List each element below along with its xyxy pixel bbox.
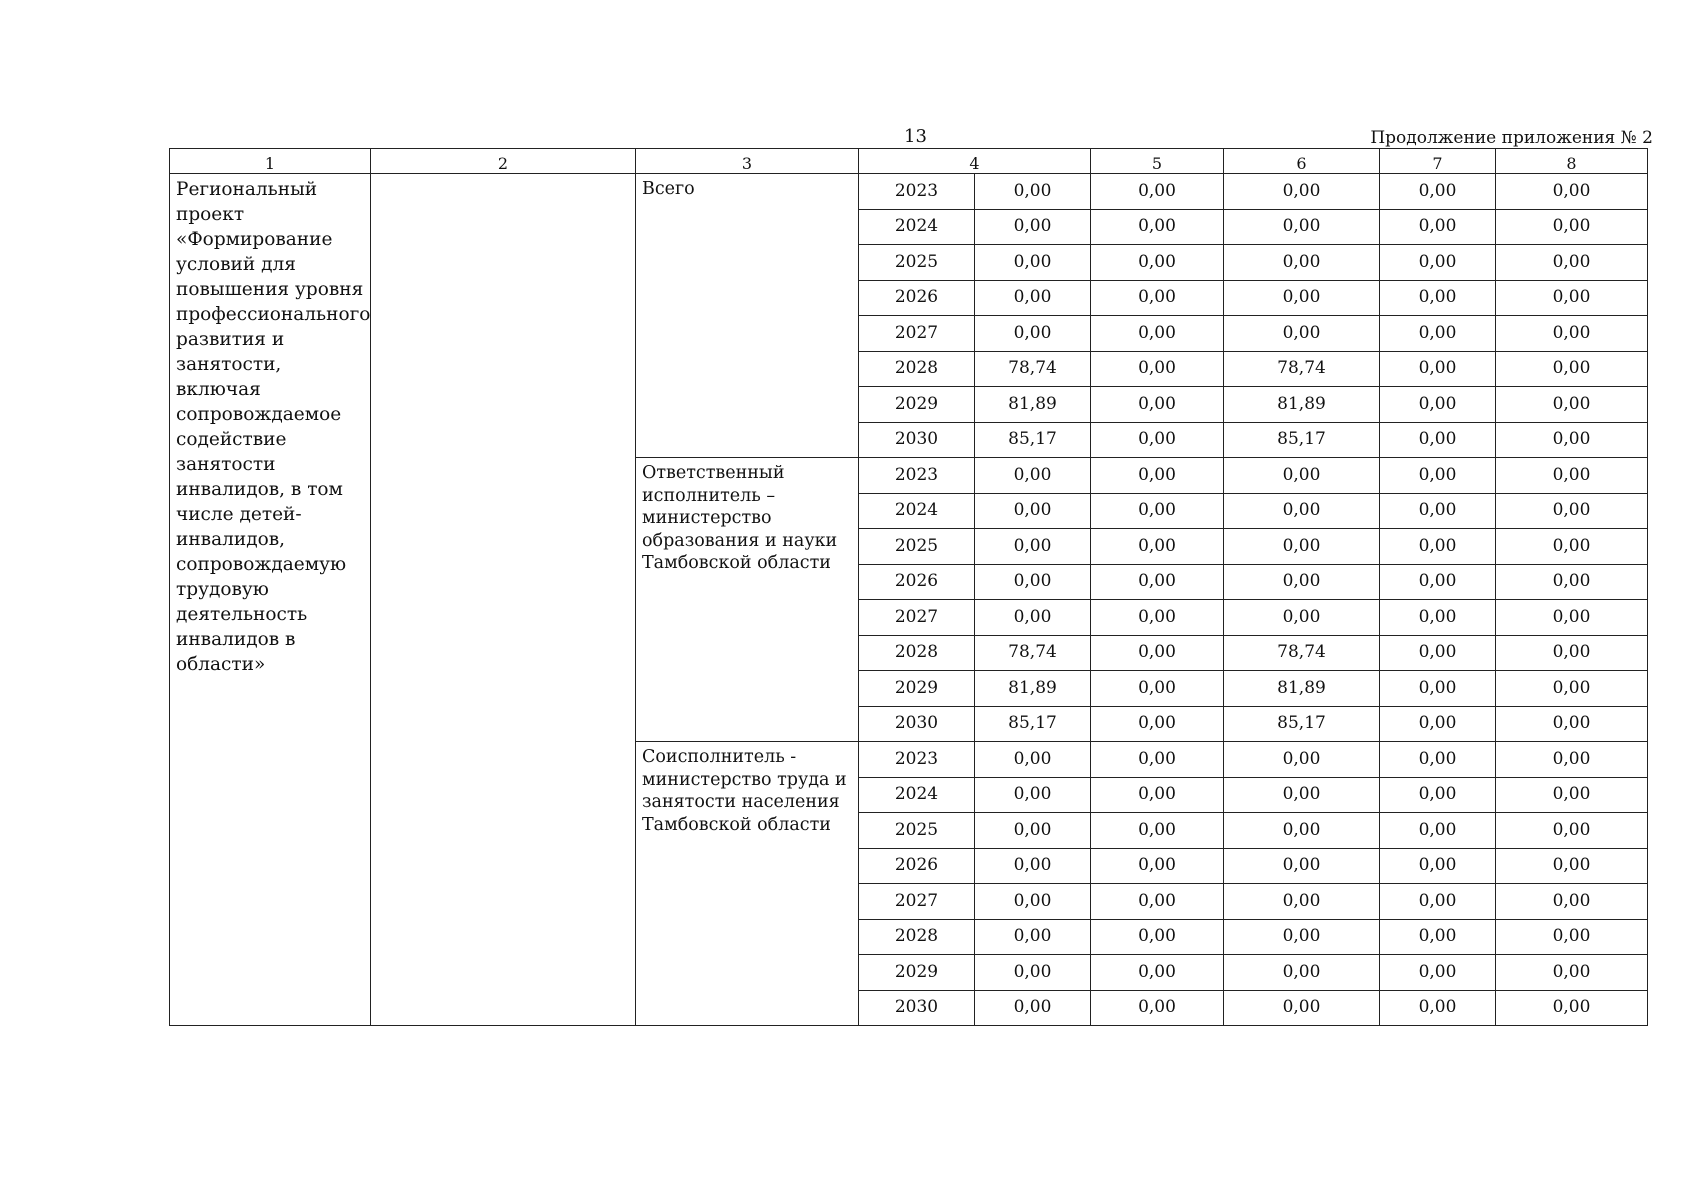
value-cell-col7: 0,00 (1380, 848, 1496, 884)
year-cell: 2029 (859, 671, 975, 707)
value-cell-col4: 0,00 (975, 280, 1091, 316)
value-cell-col4: 0,00 (975, 529, 1091, 565)
value-cell-col8: 0,00 (1496, 245, 1648, 281)
value-cell-col4: 0,00 (975, 919, 1091, 955)
year-cell: 2028 (859, 351, 975, 387)
value-cell-col5: 0,00 (1091, 919, 1224, 955)
value-cell-col5: 0,00 (1091, 848, 1224, 884)
value-cell-col5: 0,00 (1091, 387, 1224, 423)
value-cell-col7: 0,00 (1380, 493, 1496, 529)
year-cell: 2029 (859, 387, 975, 423)
value-cell-col6: 0,00 (1224, 280, 1380, 316)
value-cell-col8: 0,00 (1496, 777, 1648, 813)
value-cell-col7: 0,00 (1380, 209, 1496, 245)
year-cell: 2030 (859, 706, 975, 742)
year-cell: 2027 (859, 884, 975, 920)
value-cell-col4: 81,89 (975, 671, 1091, 707)
value-cell-col4: 0,00 (975, 742, 1091, 778)
value-cell-col5: 0,00 (1091, 813, 1224, 849)
value-cell-col7: 0,00 (1380, 813, 1496, 849)
value-cell-col8: 0,00 (1496, 919, 1648, 955)
value-cell-col4: 0,00 (975, 777, 1091, 813)
group-name-cell: Соисполнитель - министерство труда и занятости населения Тамбовской области (636, 742, 859, 1026)
value-cell-col5: 0,00 (1091, 280, 1224, 316)
value-cell-col8: 0,00 (1496, 564, 1648, 600)
value-cell-col8: 0,00 (1496, 848, 1648, 884)
year-cell: 2024 (859, 493, 975, 529)
year-cell: 2024 (859, 209, 975, 245)
value-cell-col5: 0,00 (1091, 884, 1224, 920)
value-cell-col7: 0,00 (1380, 671, 1496, 707)
value-cell-col4: 0,00 (975, 813, 1091, 849)
value-cell-col6: 0,00 (1224, 919, 1380, 955)
column-number-3: 3 (636, 149, 859, 174)
value-cell-col4: 0,00 (975, 174, 1091, 210)
value-cell-col6: 0,00 (1224, 316, 1380, 352)
year-cell: 2030 (859, 990, 975, 1026)
year-cell: 2025 (859, 245, 975, 281)
value-cell-col4: 85,17 (975, 422, 1091, 458)
value-cell-col4: 0,00 (975, 209, 1091, 245)
value-cell-col6: 0,00 (1224, 742, 1380, 778)
group-name-cell: Ответственный исполнитель – министерство образования и науки Тамбовской области (636, 458, 859, 742)
project-name-cell: Региональный проект «Формирование условий для повышения уровня профессионального развития и занятости, включая сопровождаемое содействие занятости инвалидов, в том числе детей-инвалидов, сопровождаемую трудовую деятельность инвалидов в области» (170, 174, 371, 1026)
value-cell-col8: 0,00 (1496, 387, 1648, 423)
value-cell-col8: 0,00 (1496, 884, 1648, 920)
value-cell-col5: 0,00 (1091, 422, 1224, 458)
value-cell-col7: 0,00 (1380, 706, 1496, 742)
value-cell-col7: 0,00 (1380, 600, 1496, 636)
value-cell-col6: 0,00 (1224, 990, 1380, 1026)
value-cell-col7: 0,00 (1380, 884, 1496, 920)
year-cell: 2023 (859, 742, 975, 778)
value-cell-col6: 85,17 (1224, 706, 1380, 742)
value-cell-col8: 0,00 (1496, 458, 1648, 494)
value-cell-col4: 0,00 (975, 458, 1091, 494)
value-cell-col6: 0,00 (1224, 600, 1380, 636)
year-cell: 2027 (859, 316, 975, 352)
value-cell-col7: 0,00 (1380, 387, 1496, 423)
value-cell-col6: 81,89 (1224, 387, 1380, 423)
value-cell-col5: 0,00 (1091, 529, 1224, 565)
value-cell-col7: 0,00 (1380, 422, 1496, 458)
value-cell-col4: 85,17 (975, 706, 1091, 742)
column-number-row (170, 149, 1648, 174)
column-number-2: 2 (371, 149, 636, 174)
table-body (170, 149, 1648, 1026)
year-cell: 2026 (859, 564, 975, 600)
year-cell: 2023 (859, 174, 975, 210)
column-number-6: 6 (1224, 149, 1380, 174)
value-cell-col7: 0,00 (1380, 955, 1496, 991)
value-cell-col5: 0,00 (1091, 458, 1224, 494)
year-cell: 2024 (859, 777, 975, 813)
value-cell-col5: 0,00 (1091, 955, 1224, 991)
value-cell-col7: 0,00 (1380, 458, 1496, 494)
value-cell-col6: 85,17 (1224, 422, 1380, 458)
value-cell-col6: 0,00 (1224, 493, 1380, 529)
value-cell-col7: 0,00 (1380, 635, 1496, 671)
year-cell: 2023 (859, 458, 975, 494)
value-cell-col7: 0,00 (1380, 174, 1496, 210)
value-cell-col4: 0,00 (975, 848, 1091, 884)
value-cell-col6: 0,00 (1224, 848, 1380, 884)
value-cell-col8: 0,00 (1496, 671, 1648, 707)
value-cell-col6: 81,89 (1224, 671, 1380, 707)
value-cell-col8: 0,00 (1496, 990, 1648, 1026)
value-cell-col5: 0,00 (1091, 245, 1224, 281)
column-2-cell (371, 174, 636, 1026)
value-cell-col5: 0,00 (1091, 777, 1224, 813)
group-name-cell: Всего (636, 174, 859, 458)
value-cell-col6: 0,00 (1224, 813, 1380, 849)
value-cell-col8: 0,00 (1496, 209, 1648, 245)
value-cell-col6: 78,74 (1224, 635, 1380, 671)
value-cell-col8: 0,00 (1496, 706, 1648, 742)
value-cell-col6: 0,00 (1224, 209, 1380, 245)
value-cell-col7: 0,00 (1380, 919, 1496, 955)
column-number-1: 1 (170, 149, 371, 174)
value-cell-col6: 0,00 (1224, 174, 1380, 210)
value-cell-col5: 0,00 (1091, 209, 1224, 245)
value-cell-col8: 0,00 (1496, 813, 1648, 849)
value-cell-col8: 0,00 (1496, 174, 1648, 210)
value-cell-col6: 0,00 (1224, 529, 1380, 565)
year-cell: 2026 (859, 280, 975, 316)
page-number: 13 (904, 126, 927, 147)
value-cell-col5: 0,00 (1091, 635, 1224, 671)
value-cell-col4: 0,00 (975, 990, 1091, 1026)
value-cell-col7: 0,00 (1380, 529, 1496, 565)
value-cell-col4: 0,00 (975, 493, 1091, 529)
value-cell-col4: 81,89 (975, 387, 1091, 423)
value-cell-col7: 0,00 (1380, 280, 1496, 316)
value-cell-col7: 0,00 (1380, 564, 1496, 600)
value-cell-col5: 0,00 (1091, 351, 1224, 387)
value-cell-col8: 0,00 (1496, 635, 1648, 671)
value-cell-col7: 0,00 (1380, 777, 1496, 813)
value-cell-col6: 0,00 (1224, 458, 1380, 494)
value-cell-col6: 0,00 (1224, 955, 1380, 991)
value-cell-col7: 0,00 (1380, 351, 1496, 387)
value-cell-col4: 78,74 (975, 635, 1091, 671)
value-cell-col5: 0,00 (1091, 316, 1224, 352)
table-row (170, 174, 1648, 210)
value-cell-col8: 0,00 (1496, 955, 1648, 991)
value-cell-col5: 0,00 (1091, 600, 1224, 636)
column-number-7: 7 (1380, 149, 1496, 174)
value-cell-col6: 0,00 (1224, 245, 1380, 281)
value-cell-col8: 0,00 (1496, 529, 1648, 565)
value-cell-col5: 0,00 (1091, 742, 1224, 778)
value-cell-col7: 0,00 (1380, 742, 1496, 778)
column-number-8: 8 (1496, 149, 1648, 174)
value-cell-col8: 0,00 (1496, 493, 1648, 529)
year-cell: 2027 (859, 600, 975, 636)
value-cell-col8: 0,00 (1496, 280, 1648, 316)
year-cell: 2030 (859, 422, 975, 458)
year-cell: 2028 (859, 919, 975, 955)
value-cell-col6: 78,74 (1224, 351, 1380, 387)
value-cell-col6: 0,00 (1224, 884, 1380, 920)
column-number-5: 5 (1091, 149, 1224, 174)
continuation-note: Продолжение приложения № 2 (1370, 128, 1653, 148)
value-cell-col4: 0,00 (975, 245, 1091, 281)
value-cell-col8: 0,00 (1496, 351, 1648, 387)
year-cell: 2026 (859, 848, 975, 884)
funding-table (169, 148, 1648, 1026)
year-cell: 2029 (859, 955, 975, 991)
value-cell-col7: 0,00 (1380, 316, 1496, 352)
value-cell-col7: 0,00 (1380, 245, 1496, 281)
value-cell-col8: 0,00 (1496, 600, 1648, 636)
value-cell-col8: 0,00 (1496, 422, 1648, 458)
year-cell: 2025 (859, 529, 975, 565)
value-cell-col6: 0,00 (1224, 777, 1380, 813)
column-number-4: 4 (859, 149, 1091, 174)
value-cell-col8: 0,00 (1496, 316, 1648, 352)
value-cell-col4: 78,74 (975, 351, 1091, 387)
value-cell-col5: 0,00 (1091, 493, 1224, 529)
value-cell-col4: 0,00 (975, 955, 1091, 991)
year-cell: 2025 (859, 813, 975, 849)
value-cell-col7: 0,00 (1380, 990, 1496, 1026)
value-cell-col5: 0,00 (1091, 564, 1224, 600)
value-cell-col5: 0,00 (1091, 671, 1224, 707)
value-cell-col4: 0,00 (975, 600, 1091, 636)
value-cell-col5: 0,00 (1091, 706, 1224, 742)
value-cell-col4: 0,00 (975, 884, 1091, 920)
value-cell-col5: 0,00 (1091, 990, 1224, 1026)
year-cell: 2028 (859, 635, 975, 671)
value-cell-col4: 0,00 (975, 564, 1091, 600)
value-cell-col5: 0,00 (1091, 174, 1224, 210)
value-cell-col6: 0,00 (1224, 564, 1380, 600)
value-cell-col8: 0,00 (1496, 742, 1648, 778)
value-cell-col4: 0,00 (975, 316, 1091, 352)
